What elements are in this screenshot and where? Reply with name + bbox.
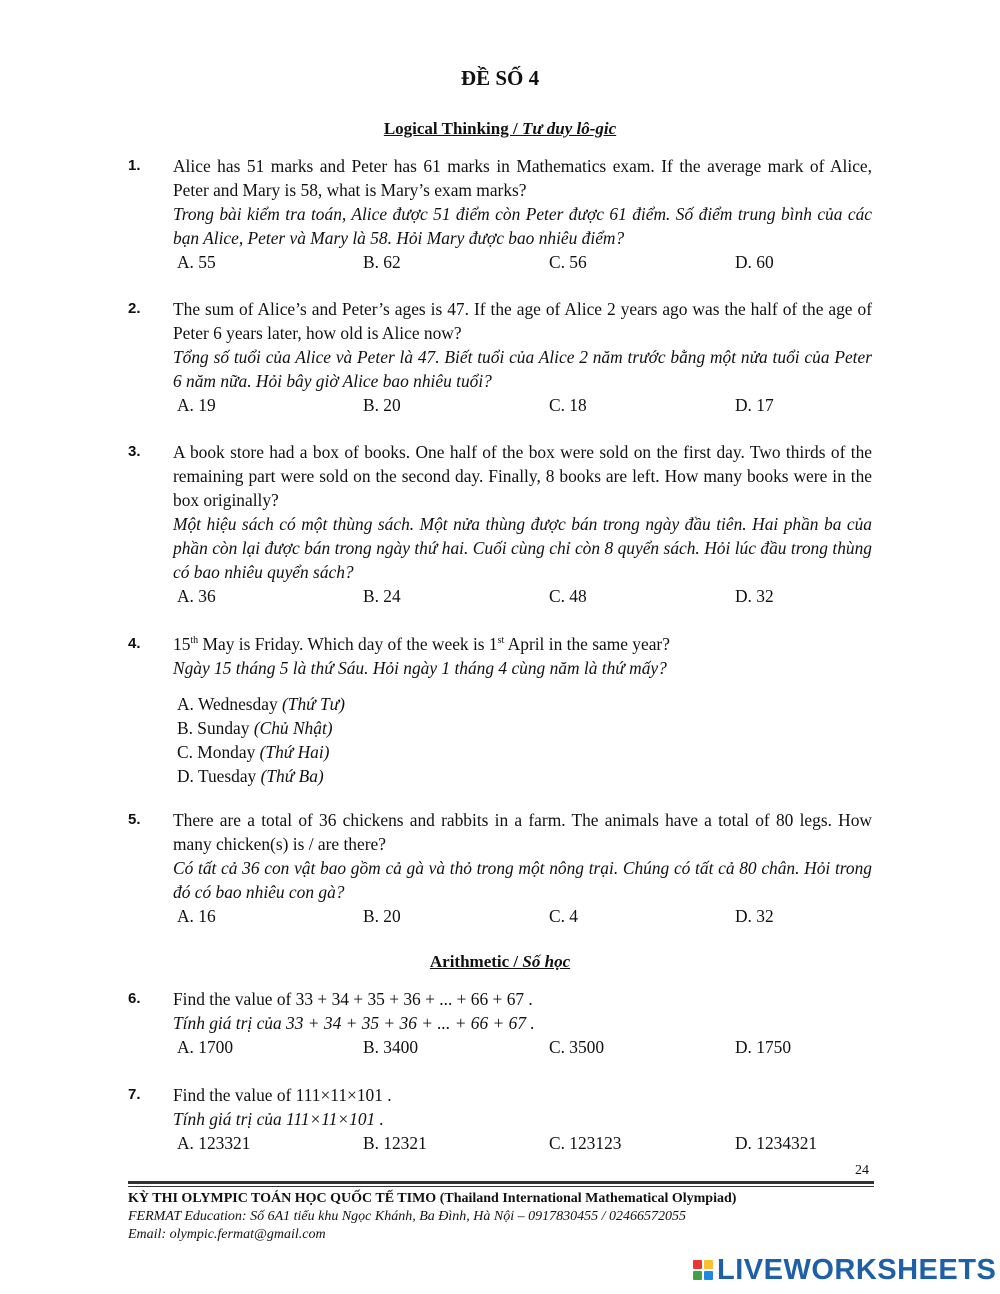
question-text-vn: Trong bài kiểm tra toán, Alice được 51 điểm còn Peter được 61 điểm. Số điểm trung bình của các bạn Alice, Peter và Mary là 58. Hỏi Mary được bao nhiêu điểm? [173, 204, 872, 248]
footer-divider [128, 1181, 874, 1184]
question-number: 5. [128, 811, 141, 828]
question-text-vn: Tổng số tuổi của Alice và Peter là 47. Biết tuổi của Alice 2 năm trước bằng một nửa tuổi của Peter 6 năm nữa. Hỏi bây giờ Alice bao nhiêu tuổi? [173, 347, 872, 391]
section-en: Arithmetic / [429, 952, 523, 971]
question-number: 1. [128, 157, 141, 174]
option-b: B. 3400 [363, 1037, 419, 1057]
option-c: C. 56 [549, 252, 587, 272]
option-d: D. 32 [735, 586, 774, 606]
question-text-vn: Tính giá trị của 33 + 34 + 35 + 36 + ... + 66 + 67 . [173, 1013, 535, 1033]
option-d: D. 1750 [735, 1037, 792, 1057]
section-heading-arith [0, 952, 1000, 972]
question-number: 3. [128, 443, 141, 460]
section-vi: Tư duy lô-gic [521, 119, 617, 138]
answer-options [173, 1131, 872, 1155]
question-text-en: There are a total of 36 chickens and rabbits in a farm. The animals have a total of 80 legs. How many chicken(s) is / are there? [173, 810, 872, 854]
question-text-en: Find the value of 33 + 34 + 35 + 36 + ... + 66 + 67 . [173, 989, 533, 1009]
answer-options [173, 393, 872, 417]
footer-email: Email: olympic.fermat@gmail.com [128, 1227, 326, 1242]
page-title: ĐỀ SỐ 4 [460, 66, 540, 90]
answer-options [173, 584, 872, 608]
option-b: B. 20 [363, 395, 401, 415]
option-a: A. 36 [177, 586, 216, 606]
option-c: C. 18 [549, 395, 587, 415]
section-en: Logical Thinking / [383, 119, 522, 138]
page-number: 24 [855, 1163, 869, 1178]
option-b: B. 20 [363, 906, 401, 926]
question-text-vn: Có tất cả 36 con vật bao gồm cả gà và thỏ trong một nông trại. Chúng có tất cả 80 chân. Hỏi trong đó có bao nhiêu con gà? [173, 858, 872, 902]
option-c: C. 4 [549, 906, 578, 926]
option-a: A. 19 [177, 395, 216, 415]
footer [128, 1190, 736, 1244]
question-number: 6. [128, 990, 141, 1007]
option-b: B. 24 [363, 586, 401, 606]
question-text-en: Alice has 51 marks and Peter has 61 marks in Mathematics exam. If the average mark of Alice, Peter and Mary is 58, what is Mary’s exam marks? [173, 156, 872, 200]
option-c: C. 123123 [549, 1133, 622, 1153]
question-5 [128, 808, 872, 928]
answer-options [173, 1035, 872, 1059]
question-number: 4. [128, 635, 141, 652]
question-number: 7. [128, 1086, 141, 1103]
question-text-vn: Tính giá trị của 111×11×101 . [173, 1109, 384, 1129]
question-3 [128, 440, 872, 608]
question-1 [128, 154, 872, 274]
option-a: A. 16 [177, 906, 216, 926]
question-text-en: Find the value of 111×11×101 . [173, 1085, 392, 1105]
question-text-vn: Ngày 15 tháng 5 là thứ Sáu. Hỏi ngày 1 tháng 4 cùng năm là thứ mấy? [173, 658, 667, 678]
question-6 [128, 987, 872, 1059]
answer-options [177, 692, 872, 788]
question-text-en: The sum of Alice’s and Peter’s ages is 47. If the age of Alice 2 years ago was the half of the age of Peter 6 years later, how old is Alice now? [173, 299, 872, 343]
question-4 [128, 632, 872, 788]
question-text-vn: Một hiệu sách có một thùng sách. Một nửa thùng được bán trong ngày đầu tiên. Hai phần ba của phần còn lại được bán trong ngày thứ hai. Cuối cùng chỉ còn 8 quyển sách. Hỏi lúc đầu trong thùng có bao nhiêu quyển sách? [173, 514, 872, 582]
option-b: B. 62 [363, 252, 401, 272]
option-c: C. 48 [549, 586, 587, 606]
option-c: C. 3500 [549, 1037, 605, 1057]
question-number: 2. [128, 300, 141, 317]
option-a: A. 1700 [177, 1037, 234, 1057]
option-d: D. 32 [735, 906, 774, 926]
question-text-en: 15th May is Friday. Which day of the week is 1st April in the same year? [173, 634, 670, 654]
answer-options [173, 904, 872, 928]
logo-text: LIVEWORKSHEETS [717, 1253, 997, 1286]
option-a: A. Wednesday (Thứ Tư) [177, 694, 345, 714]
liveworksheets-logo [693, 1253, 996, 1287]
option-b: B. Sunday (Chủ Nhật) [177, 718, 333, 738]
option-a: A. 55 [177, 252, 216, 272]
section-heading-logic [0, 119, 1000, 139]
option-d: D. 17 [735, 395, 774, 415]
answer-options [173, 250, 872, 274]
footer-divider-thin [128, 1186, 874, 1187]
question-2 [128, 297, 872, 417]
option-d: D. 60 [735, 252, 774, 272]
option-d: D. 1234321 [735, 1133, 818, 1153]
footer-title: KỲ THI OLYMPIC TOÁN HỌC QUỐC TẾ TIMO (Thailand International Mathematical Olympiad) [128, 1191, 737, 1206]
option-c: C. Monday (Thứ Hai) [177, 742, 330, 762]
option-b: B. 12321 [363, 1133, 427, 1153]
question-text-en: A book store had a box of books. One half of the box were sold on the first day. Two thirds of the remaining part were sold on the second day. Finally, 8 books are left. How many books were in the box originally? [173, 442, 872, 510]
question-7 [128, 1083, 872, 1155]
option-d: D. Tuesday (Thứ Ba) [177, 766, 324, 786]
section-vi: Số học [522, 952, 571, 971]
option-a: A. 123321 [177, 1133, 251, 1153]
logo-blocks-icon [693, 1260, 713, 1280]
footer-address: FERMAT Education: Số 6A1 tiểu khu Ngọc Khánh, Ba Đình, Hà Nội – 0917830455 / 02466572055 [128, 1209, 687, 1224]
